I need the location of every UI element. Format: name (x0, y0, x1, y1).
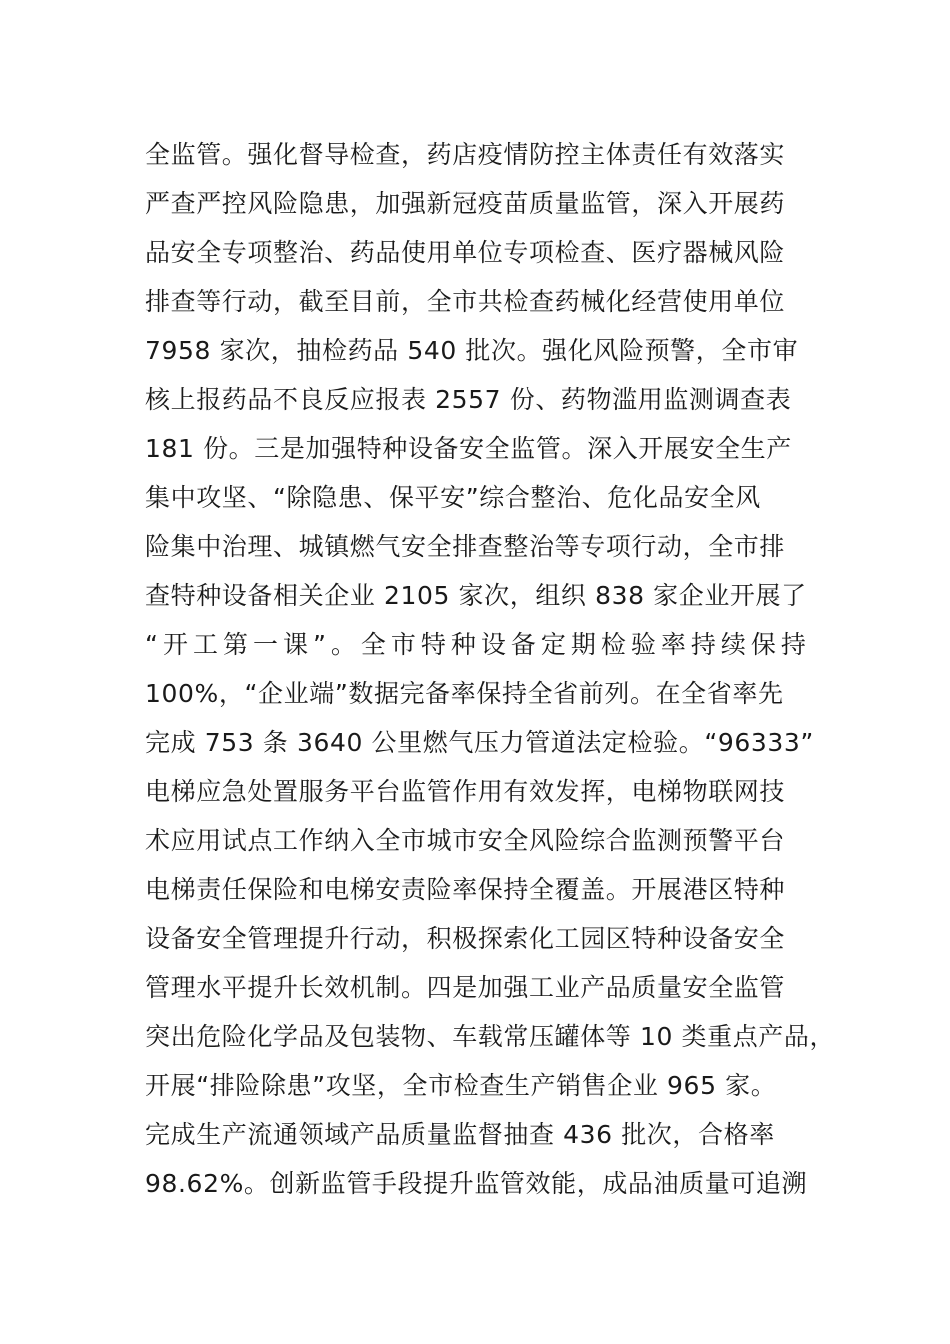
text-line: “开工第一课”。全市特种设备定期检验率持续保持 (145, 630, 811, 659)
text-line: 完成 753 条 3640 公里燃气压力管道法定检验。“96333” (145, 728, 814, 757)
text-line: 核上报药品不良反应报表 2557 份、药物滥用监测调查表 (145, 385, 792, 414)
text-line: 开展“排险除患”攻坚，全市检查生产销售企业 965 家。 (145, 1071, 777, 1100)
text-line: 完成生产流通领域产品质量监督抽查 436 批次，合格率 (145, 1120, 775, 1149)
text-line: 查特种设备相关企业 2105 家次，组织 838 家企业开展了 (145, 581, 807, 610)
text-line: 全监管。强化督导检查，药店疫情防控主体责任有效落实 (145, 140, 786, 169)
text-line: 险集中治理、城镇燃气安全排查整治等专项行动，全市排 (145, 532, 786, 561)
text-line: 集中攻坚、“除隐患、保平安”综合整治、危化品安全风 (145, 483, 761, 512)
text-line: 术应用试点工作纳入全市城市安全风险综合监测预警平台 (145, 826, 786, 855)
text-line: 突出危险化学品及包装物、车载常压罐体等 10 类重点产品， (145, 1022, 836, 1051)
text-line: 电梯责任保险和电梯安责险率保持全覆盖。开展港区特种 (145, 875, 786, 904)
text-line: 排查等行动，截至目前，全市共检查药械化经营使用单位 (145, 287, 786, 316)
text-line: 管理水平提升长效机制。四是加强工业产品质量安全监管 (145, 973, 786, 1002)
text-line: 电梯应急处置服务平台监管作用有效发挥，电梯物联网技 (145, 777, 786, 806)
text-line: 设备安全管理提升行动，积极探索化工园区特种设备安全 (145, 924, 786, 953)
text-line: 181 份。三是加强特种设备安全监管。深入开展安全生产 (145, 434, 792, 463)
text-line: 7958 家次，抽检药品 540 批次。强化风险预警，全市审 (145, 336, 799, 365)
body-text (145, 130, 836, 1208)
text-line: 品安全专项整治、药品使用单位专项检查、医疗器械风险 (145, 238, 786, 267)
text-line: 98.62%。创新监管手段提升监管效能，成品油质量可追溯 (145, 1169, 808, 1198)
text-line: 100%，“企业端”数据完备率保持全省前列。在全省率先 (145, 679, 784, 708)
text-line: 严查严控风险隐患，加强新冠疫苗质量监管，深入开展药 (145, 189, 786, 218)
